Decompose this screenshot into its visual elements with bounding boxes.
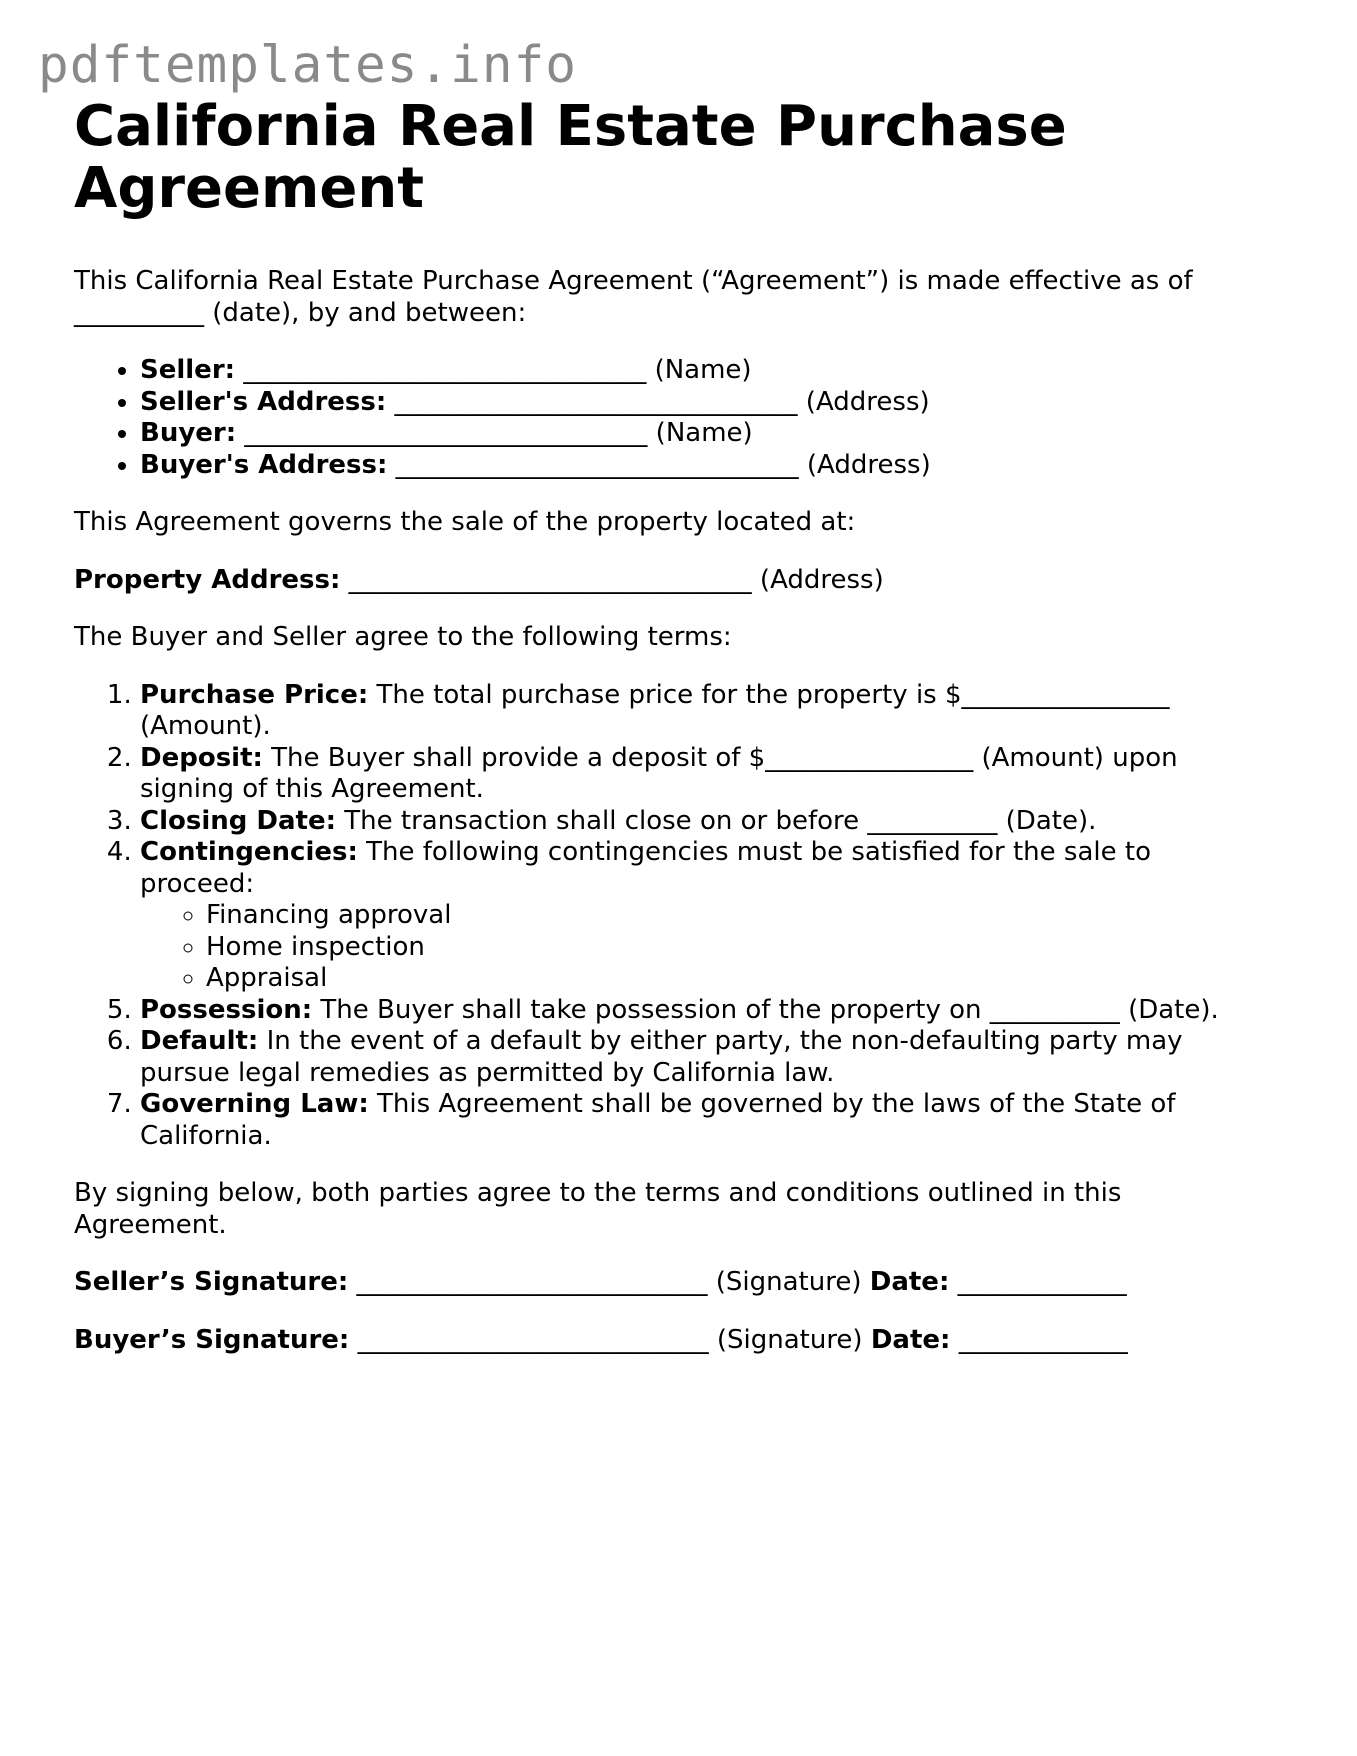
intro-text: This California Real Estate Purchase Agreement (“Agreement”) is made effective as of bbox=[74, 266, 1193, 296]
parties-list bbox=[74, 355, 1254, 481]
party-label: Buyer's Address: bbox=[140, 449, 388, 480]
buyer-address-blank: _______________________________ bbox=[395, 449, 799, 480]
term-governing-law bbox=[140, 1089, 1254, 1152]
term-text: The Buyer shall provide a deposit of $________________ (Amount) upon signing of this Agreement. bbox=[140, 742, 1178, 804]
buyer-name-blank: _______________________________ bbox=[244, 418, 648, 448]
term-contingencies bbox=[140, 837, 1254, 995]
contingencies-list bbox=[140, 900, 1254, 995]
term-text: In the event of a default by either party, the non-defaulting party may pursue legal remedies as permitted by California law. bbox=[140, 1026, 1183, 1088]
contingency-item: ◦ Home inspection bbox=[206, 932, 1254, 964]
property-address-line bbox=[74, 565, 1254, 597]
property-hint: (Address) bbox=[751, 564, 884, 595]
signature-label: Buyer’s Signature: bbox=[74, 1324, 350, 1355]
term-closing-date bbox=[140, 806, 1254, 838]
party-label: Seller's Address: bbox=[140, 386, 387, 417]
seller-signature-line bbox=[74, 1267, 1254, 1299]
seller-signature-blank: ___________________________ bbox=[356, 1267, 708, 1297]
term-purchase-price bbox=[140, 680, 1254, 743]
seller-name-blank: _______________________________ bbox=[243, 355, 647, 385]
party-buyer-address bbox=[140, 450, 1254, 482]
term-text: The total purchase price for the property is $________________ (Amount). bbox=[140, 679, 1170, 741]
governs-paragraph: This Agreement governs the sale of the property located at: bbox=[74, 507, 856, 537]
seller-date-blank: _____________ bbox=[957, 1267, 1127, 1297]
intro-text-2: (date), by and between: bbox=[204, 297, 527, 328]
term-label: Contingencies: bbox=[140, 837, 358, 867]
effective-date-blank: __________ bbox=[74, 297, 204, 328]
document-page bbox=[74, 96, 1254, 1382]
term-text: The transaction shall close on or before __________ (Date). bbox=[336, 805, 1097, 836]
party-hint: (Name) bbox=[647, 418, 753, 448]
terms-intro: The Buyer and Seller agree to the following terms: bbox=[74, 622, 732, 652]
party-label: Buyer: bbox=[140, 418, 237, 448]
party-seller bbox=[140, 355, 1254, 387]
party-buyer bbox=[140, 418, 1254, 450]
document-title: California Real Estate Purchase Agreement bbox=[74, 94, 1067, 221]
party-seller-address bbox=[140, 387, 1254, 419]
signature-hint: (Signature) bbox=[707, 1267, 870, 1297]
signature-hint: (Signature) bbox=[708, 1324, 871, 1355]
signature-label: Seller’s Signature: bbox=[74, 1267, 349, 1297]
date-label: Date: bbox=[869, 1267, 950, 1297]
term-label: Purchase Price: bbox=[140, 679, 369, 710]
term-default bbox=[140, 1026, 1254, 1089]
seller-address-blank: _______________________________ bbox=[394, 386, 798, 417]
term-text: This Agreement shall be governed by the laws of the State of California. bbox=[140, 1089, 1176, 1151]
term-possession bbox=[140, 995, 1254, 1027]
term-label: Governing Law: bbox=[140, 1089, 369, 1119]
party-hint: (Name) bbox=[646, 355, 752, 385]
term-label: Default: bbox=[140, 1026, 259, 1056]
closing-paragraph: By signing below, both parties agree to the terms and conditions outlined in this Agreement. bbox=[74, 1178, 1122, 1240]
buyer-signature-blank: ___________________________ bbox=[357, 1324, 709, 1355]
term-text: The Buyer shall take possession of the property on __________ (Date). bbox=[312, 994, 1219, 1025]
term-label: Possession: bbox=[140, 994, 313, 1025]
intro-paragraph bbox=[74, 266, 1254, 329]
contingency-item: ◦ Appraisal bbox=[206, 963, 1254, 995]
term-text: The following contingencies must be satisfied for the sale to proceed: bbox=[140, 837, 1151, 899]
contingency-item: ◦ Financing approval bbox=[206, 900, 1254, 932]
date-label: Date: bbox=[870, 1324, 951, 1355]
buyer-date-blank: _____________ bbox=[958, 1324, 1128, 1355]
party-hint: (Address) bbox=[797, 386, 930, 417]
watermark: pdftemplates.info bbox=[38, 36, 577, 95]
property-label: Property Address: bbox=[74, 564, 341, 595]
term-label: Deposit: bbox=[140, 742, 263, 773]
property-address-blank: _______________________________ bbox=[348, 564, 752, 595]
party-label: Seller: bbox=[140, 355, 236, 385]
party-hint: (Address) bbox=[798, 449, 931, 480]
term-deposit bbox=[140, 743, 1254, 806]
terms-list bbox=[74, 680, 1254, 1153]
buyer-signature-line bbox=[74, 1325, 1254, 1357]
term-label: Closing Date: bbox=[140, 805, 337, 836]
